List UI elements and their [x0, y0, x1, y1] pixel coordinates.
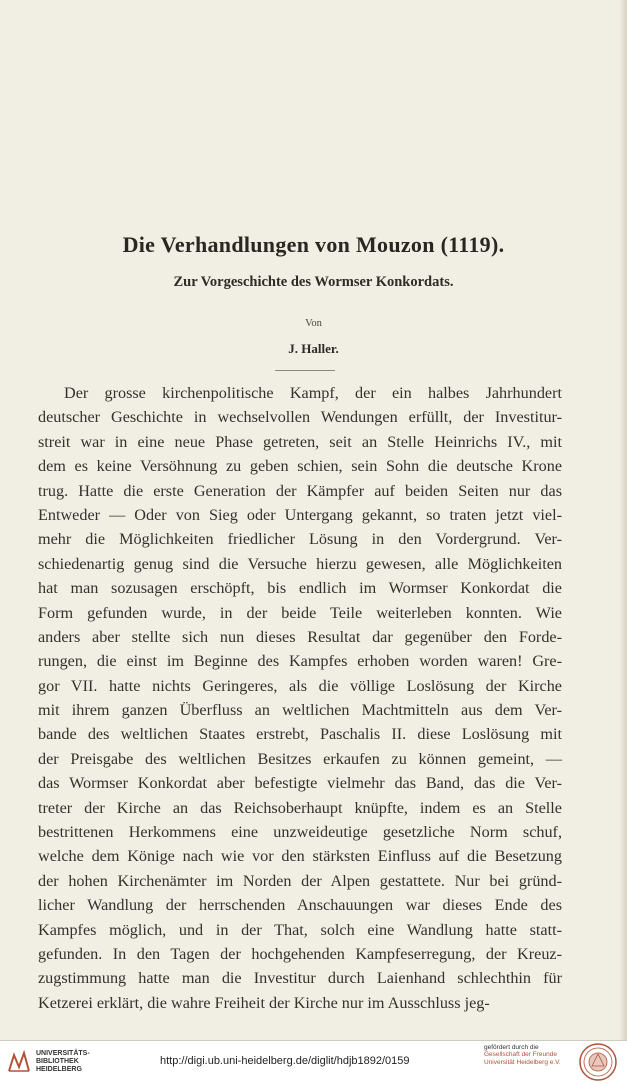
text-line: mit ihrem ganzen Überfluss an weltlichen Machtmitteln aus dem Ver- [38, 701, 562, 720]
article-subtitle: Zur Vorgeschichte des Wormser Konkordats. [173, 274, 454, 290]
text-line: das Wormser Konkordat aber befestigte vielmehr das Band, das die Ver- [38, 774, 562, 793]
text-line: bande des weltlichen Staates erstrebt, Paschalis II. diese Loslösung mit [38, 725, 562, 744]
article-title: Die Verhandlungen von Mouzon (1119). [122, 232, 505, 257]
text-line: schiedenartig genug sind die Versuche hierzu gewesen, alle Möglichkeiten [38, 554, 562, 573]
text-line: deutscher Geschichte in wechselvollen Wendungen erfüllt, der Investitur- [38, 408, 562, 427]
funded-by-label: gefördert durch die [484, 1044, 539, 1051]
sponsor-name-line: Gesellschaft der Freunde [484, 1051, 557, 1058]
text-line: zugstimmung hatte man die Investitur durch Laienhand schlechthin für [38, 969, 562, 988]
permalink-url[interactable]: http://digi.ub.uni-heidelberg.de/diglit/hdjb1892/0159 [160, 1055, 410, 1067]
author-name: J. Haller. [288, 341, 339, 356]
library-name-line: UNIVERSITÄTS- [36, 1050, 90, 1057]
text-line: treter der Kirche an das Reichsoberhaupt knüpfte, indem es an Stelle [38, 798, 562, 817]
text-line: streit war in eine neue Phase getreten, seit an Stelle Heinrichs IV., mit [38, 432, 562, 451]
library-name [36, 1050, 90, 1074]
sponsor-name-line: Universität Heidelberg e.V. [484, 1059, 561, 1066]
text-line: hat man sozusagen erschöpft, bis endlich im Wormser Konkordat die [38, 579, 562, 598]
text-line: licher Wandlung der herrschenden Anschauungen war dieses Ende des [38, 896, 562, 915]
text-line: der hohen Kirchenämter im Norden der Alpen gestattete. Nur bei gründ- [38, 871, 562, 890]
text-line: mehr die Möglichkeiten friedlicher Lösung in den Vordergrund. Ver- [38, 530, 562, 549]
text-line: der Preisgabe des weltlichen Besitzes erkaufen zu können gemeint, — [38, 749, 562, 768]
university-library-logo-icon [6, 1049, 32, 1075]
text-line: trug. Hatte die erste Generation der Kämpfer auf beiden Seiten nur das [38, 481, 562, 500]
library-name-line: BIBLIOTHEK [36, 1058, 79, 1065]
text-line: rungen, die einst im Beginne des Kampfes erhoben worden waren! Gre- [38, 652, 562, 671]
page-edge-shadow [619, 0, 627, 1040]
text-line: Entweder — Oder von Sieg oder Untergang gekannt, so traten jetzt viel- [38, 505, 562, 524]
body-paragraph [38, 381, 562, 1015]
text-line: anders aber stellte sich nun dieses Resultat dar gegenüber den Forde- [38, 627, 562, 646]
text-line: Der grosse kirchenpolitische Kampf, der ein halbes Jahrhundert [64, 384, 562, 402]
text-line: dem es keine Versöhnung zu geben schien, sein Sohn die deutsche Krone [38, 457, 562, 476]
text-line: Kampfes möglich, und in der That, solch eine Wandlung hatte statt- [38, 920, 562, 939]
title-divider [275, 370, 335, 371]
text-line: Form gefunden wurde, in der beide Teile weiterleben konnten. Wie [38, 603, 562, 622]
text-line: gefunden. In den Tagen der hochgehenden Kampfeserregung, der Kreuz- [38, 944, 562, 963]
text-line: welche dem Könige nach wie vor den stärksten Einfluss auf die Besetzung [38, 847, 562, 866]
library-name-line: HEIDELBERG [36, 1066, 82, 1073]
university-seal-icon [578, 1042, 618, 1082]
sponsor-name [484, 1051, 561, 1067]
text-line: bestrittenen Herkommens eine unzweideutige gesetzliche Norm schuf, [38, 823, 562, 842]
text-line: Ketzerei erklärt, die wahre Freiheit der Kirche nur im Ausschluss jeg- [38, 993, 490, 1012]
byline-label: Von [305, 318, 322, 329]
text-line: gor VII. hatte nichts Geringeres, als die völlige Loslösung der Kirche [38, 676, 562, 695]
